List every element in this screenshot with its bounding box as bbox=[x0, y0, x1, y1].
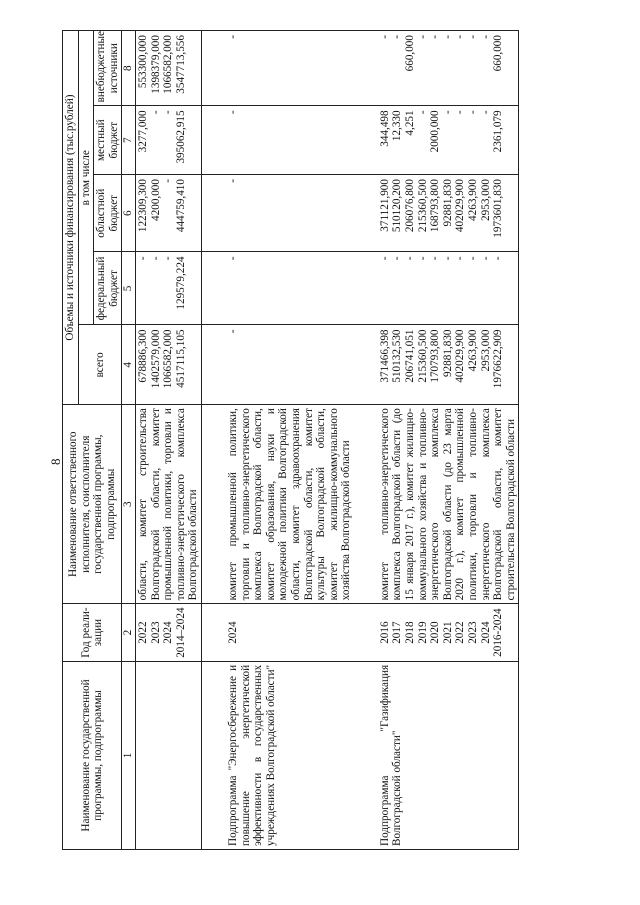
col-header-total: всего bbox=[78, 325, 122, 405]
offbudget-values bbox=[378, 31, 519, 106]
year: 2014–2024 bbox=[174, 607, 187, 658]
value: - bbox=[467, 35, 480, 39]
program-name bbox=[135, 661, 201, 849]
year: 2022 bbox=[136, 621, 149, 644]
value: 395062,915 bbox=[174, 110, 187, 164]
col-number: 4 bbox=[122, 325, 136, 405]
value: - bbox=[416, 35, 429, 39]
federal-values bbox=[226, 252, 354, 325]
year: 2023 bbox=[467, 621, 480, 644]
value: - bbox=[226, 110, 239, 115]
col-header-regional: областной бюджет bbox=[94, 175, 122, 252]
year: 2021 bbox=[441, 621, 454, 644]
value: 2361,079 bbox=[492, 110, 505, 153]
offbudget-values bbox=[226, 31, 354, 106]
value: 444759,410 bbox=[174, 179, 187, 233]
table-row bbox=[135, 31, 201, 850]
year: 2016 bbox=[378, 621, 391, 644]
value: 1398379,000 bbox=[149, 35, 162, 94]
federal-values bbox=[135, 252, 201, 325]
value: 1066582,000 bbox=[162, 329, 175, 389]
value: - bbox=[479, 35, 492, 39]
col-header-program: Наименование государственной программы, подпрограммы bbox=[63, 661, 122, 849]
value: 678886,300 bbox=[136, 329, 149, 383]
col-number: 1 bbox=[122, 661, 136, 849]
value: 92881,830 bbox=[441, 179, 454, 227]
executor-text: комитет топливно-энергетического комплекса Волгоградской области (до 15 января 2017 г.), комитет жилищно-коммунального хозяйства и топливно-энергетического комплекса Волгоградской области (до 23 марта 2020 г.), комитет промышленной политики, торговли и топливно-энергетического комплекса Волгоградской области, комитет строительства Волгоградской области bbox=[378, 405, 519, 604]
regional-values bbox=[135, 175, 201, 252]
year: 2020 bbox=[429, 621, 442, 644]
value: 1402579,000 bbox=[149, 329, 162, 389]
value: - bbox=[136, 256, 149, 261]
value: 215360,500 bbox=[416, 329, 429, 383]
year: 2019 bbox=[416, 621, 429, 644]
value: - bbox=[391, 256, 404, 261]
year: 2024 bbox=[226, 621, 239, 644]
year: 2023 bbox=[149, 621, 162, 644]
col-header-federal: федеральный бюджет bbox=[94, 252, 122, 325]
col-number: 8 bbox=[122, 31, 136, 106]
value: - bbox=[162, 256, 175, 261]
value: 402029,900 bbox=[454, 179, 467, 233]
years-cell bbox=[378, 604, 519, 662]
value: - bbox=[416, 256, 429, 261]
year: 2022 bbox=[454, 621, 467, 644]
col-number: 7 bbox=[122, 106, 136, 175]
year: 2018 bbox=[404, 621, 417, 644]
value: 510120,200 bbox=[391, 179, 404, 233]
col-number: 2 bbox=[122, 604, 136, 662]
value: 2953,000 bbox=[479, 179, 492, 221]
total-values bbox=[226, 325, 354, 405]
value: - bbox=[378, 256, 391, 261]
value: - bbox=[441, 110, 454, 115]
year: 2024 bbox=[162, 621, 175, 644]
offbudget-values bbox=[135, 31, 201, 106]
local-values bbox=[378, 106, 519, 175]
value: - bbox=[479, 110, 492, 115]
financing-table bbox=[62, 30, 519, 850]
table-row bbox=[226, 31, 354, 850]
value: 4,251 bbox=[404, 110, 417, 136]
value: - bbox=[226, 179, 239, 183]
col-header-including: в том числе bbox=[78, 31, 94, 325]
years-cell bbox=[135, 604, 201, 662]
col-header-offbudget: внебюджетные источники bbox=[94, 31, 122, 106]
value: 206076,800 bbox=[404, 179, 417, 233]
value: 2000,000 bbox=[429, 110, 442, 153]
value: - bbox=[162, 179, 175, 183]
value: 660,000 bbox=[492, 35, 505, 72]
value: - bbox=[391, 35, 404, 39]
program-name: Подпрограмма "Энергосбережение и повышение энергетической эффективности в государственных учреждениях Волгоградской области" bbox=[226, 661, 354, 849]
value: - bbox=[429, 256, 442, 261]
value: 206741,051 bbox=[404, 329, 417, 383]
value: 12,330 bbox=[391, 110, 404, 142]
local-values bbox=[135, 106, 201, 175]
value: 1973601,830 bbox=[492, 179, 505, 238]
col-header-executor: Наименование ответственного исполнителя, соисполнителя государственной программы, подпрограммы bbox=[63, 405, 122, 604]
year: 2016-2024 bbox=[492, 608, 505, 657]
value: - bbox=[149, 256, 162, 261]
value: 215360,500 bbox=[416, 179, 429, 233]
value: 170793,800 bbox=[429, 329, 442, 383]
value: 510132,530 bbox=[391, 329, 404, 383]
year: 2017 bbox=[391, 621, 404, 644]
value: 553300,000 bbox=[136, 35, 149, 89]
executor-text: комитет промышленной политики, торговли и топливно-энергетического комплекса Волгоградской области, комитет образования, науки и молодежной политики Волгоградской области, комитет здравоохранения Волгоградской области, комитет культуры Волгоградской области, комитет жилищно-коммунального хозяйства Волгоградской области bbox=[226, 405, 354, 604]
federal-values bbox=[378, 252, 519, 325]
value: - bbox=[416, 110, 429, 115]
program-name: Подпрограмма "Газификация Волгоградской области" bbox=[378, 661, 519, 849]
value: 660,000 bbox=[404, 35, 417, 72]
value: - bbox=[149, 110, 162, 115]
value: 168793,800 bbox=[429, 179, 442, 233]
value: - bbox=[441, 256, 454, 261]
value: 3277,000 bbox=[136, 110, 149, 153]
value: - bbox=[226, 256, 239, 261]
col-header-volumes: Объемы и источники финансирования (тыс.рублей) bbox=[63, 31, 79, 405]
value: - bbox=[479, 256, 492, 261]
value: 2953,000 bbox=[479, 329, 492, 372]
value: - bbox=[378, 35, 391, 39]
table-row bbox=[378, 31, 519, 850]
years-cell bbox=[226, 604, 354, 662]
value: 1976622,909 bbox=[492, 329, 505, 389]
value: - bbox=[467, 110, 480, 115]
regional-values bbox=[378, 175, 519, 252]
col-header-year: Год реали-зации bbox=[63, 604, 122, 662]
col-header-local: местный бюджет bbox=[94, 106, 122, 175]
value: 4517115,105 bbox=[174, 329, 187, 388]
col-number: 3 bbox=[122, 405, 136, 604]
value: - bbox=[492, 256, 505, 261]
total-values bbox=[378, 325, 519, 405]
total-values bbox=[135, 325, 201, 405]
value: 3547713,556 bbox=[174, 35, 187, 94]
value: - bbox=[467, 256, 480, 261]
value: 371466,398 bbox=[378, 329, 391, 383]
value: 1066582,000 bbox=[162, 35, 175, 94]
value: - bbox=[441, 35, 454, 39]
value: 129579,224 bbox=[174, 256, 187, 310]
value: 122309,300 bbox=[136, 179, 149, 233]
value: - bbox=[226, 329, 239, 334]
regional-values bbox=[226, 175, 354, 252]
value: - bbox=[226, 35, 239, 39]
local-values bbox=[226, 106, 354, 175]
value: - bbox=[429, 35, 442, 39]
value: 4200,000 bbox=[149, 179, 162, 221]
value: 4263,900 bbox=[467, 179, 480, 221]
value: 4263,900 bbox=[467, 329, 480, 372]
value: - bbox=[454, 256, 467, 261]
executor-text: области, комитет строительства Волгоградской области, комитет промышленной политики, торговли и топливно-энергетического комплекса Волгоградской области bbox=[135, 405, 201, 604]
value: 371121,900 bbox=[378, 179, 391, 232]
value: 92881,830 bbox=[441, 329, 454, 378]
col-number: 6 bbox=[122, 175, 136, 252]
col-number: 5 bbox=[122, 252, 136, 325]
year: 2024 bbox=[479, 621, 492, 644]
value: - bbox=[162, 110, 175, 115]
value: 344,498 bbox=[378, 110, 391, 147]
value: - bbox=[454, 110, 467, 115]
value: - bbox=[404, 256, 417, 261]
value: - bbox=[454, 35, 467, 39]
page-number: 8 bbox=[48, 458, 63, 465]
value: 402029,900 bbox=[454, 329, 467, 383]
